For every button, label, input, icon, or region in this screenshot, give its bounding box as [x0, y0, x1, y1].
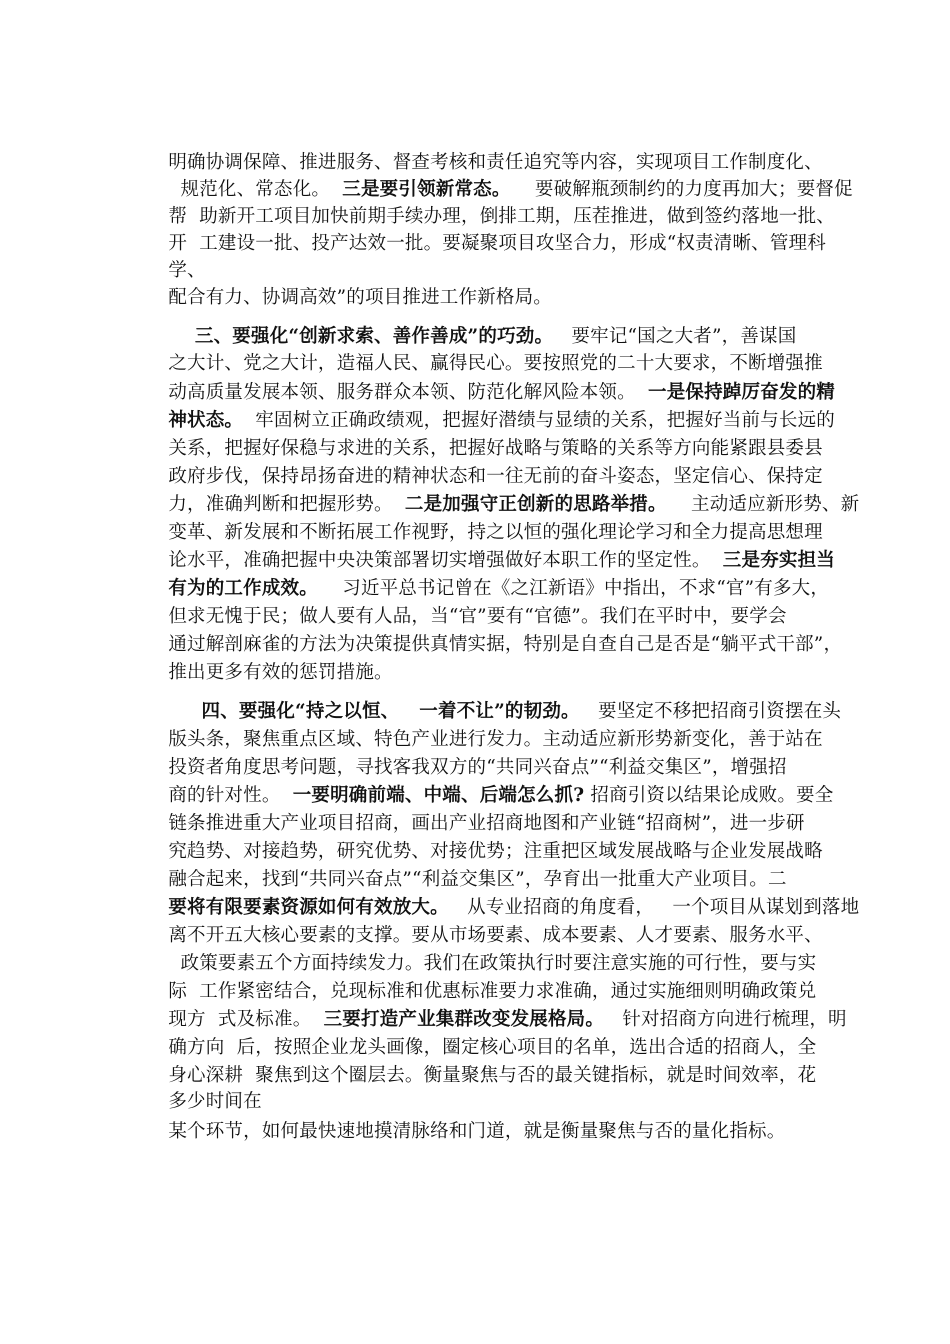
text-run: 现方 式及标准。 — [168, 1009, 324, 1030]
text-run: 通过解剖麻雀的方法为决策提供真情实据，特别是自查自己是否是“躺平式干部”， — [168, 634, 843, 655]
text-line — [144, 1093, 785, 1171]
text-run: 确方向 后，按照企业龙头画像，圈定核心项目的名单，选出合适的招商人，全 — [168, 1037, 817, 1058]
text-run: 政府步伐，保持昂扬奋进的精神状态和一往无前的奋斗姿态，坚定信心、保持定 — [168, 466, 823, 487]
text-run: 动高质量发展本领、服务群众本领、防范化解风险本领。 — [168, 382, 648, 403]
text-run: 但求无愧于民；做人要有人品，当“官”要有“官德”。我们在平时中，要学会 — [168, 606, 787, 627]
bold-heading: 三是要引领新常态。 — [342, 179, 511, 200]
text-run: 际 工作紧密结合，兑现标准和优惠标准要力求准确，通过实施细则明确政策兑 — [168, 981, 817, 1002]
text-run: 融合起来，找到“共同兴奋点”“利益交集区”，孕育出一批重大产业项目。二 — [168, 869, 787, 890]
text-run: 规范化、常态化。 — [168, 179, 343, 200]
text-run: 论水平，准确把握中央决策部署切实增强做好本职工作的坚定性。 — [168, 550, 723, 571]
text-run: 链条推进重大产业项目招商，画出产业招商地图和产业链“招商树”，进一步研 — [168, 813, 805, 834]
text-run: 变革、新发展和不断拓展工作视野，持之以恒的强化理论学习和全力提高思想理 — [168, 522, 823, 543]
text-run: 学、 — [168, 260, 206, 281]
text-run: 要破解瓶颈制约的力度再加大；要督促 — [510, 179, 853, 200]
text-run: 主动适应新形势、新 — [666, 494, 860, 515]
text-run: 要牢记“国之大者”，善谋国 — [553, 326, 797, 347]
section-heading: 三、要强化“创新求索、善作善成”的巧劲。 — [168, 326, 554, 347]
bold-heading: 有为的工作成效。 — [168, 578, 318, 599]
text-run: 投资者角度思考问题，寻找客我双方的“共同兴奋点”“利益交集区”，增强招 — [168, 757, 787, 778]
text-run: 身心深耕 聚焦到这个圈层去。衡量聚焦与否的最关键指标，就是时间效率，花 — [168, 1065, 817, 1086]
text-run: 配合有力、协调高效”的项目推进工作新格局。 — [168, 287, 552, 308]
text-run: 版头条，聚焦重点区域、特色产业进行发力。主动适应新形势新变化，善于站在 — [168, 729, 823, 750]
text-run: 某个环节，如何最快速地摸清脉络和门道，就是衡量聚焦与否的量化指标。 — [168, 1121, 786, 1142]
bold-heading: 一要明确前端、中端、后端怎么抓? — [292, 785, 585, 806]
section-heading: 四、要强化“持之以恒、 一着不让”的韧劲。 — [168, 701, 580, 722]
bold-heading: 三是夯实担当 — [722, 550, 835, 571]
bold-heading: 神状态。 — [168, 410, 244, 431]
text-run: 要坚定不移把招商引资摆在头 — [579, 701, 842, 722]
text-run: 多少时间在 — [168, 1091, 262, 1112]
bold-heading: 一是保持踔厉奋发的精 — [648, 382, 836, 403]
text-run: 针对招商方向进行梳理，明 — [604, 1009, 847, 1030]
bold-heading: 要将有限要素资源如何有效放大。 — [168, 897, 449, 918]
text-run: 明确协调保障、推进服务、督查考核和责任追究等内容，实现项目工作制度化、 — [168, 152, 823, 173]
text-run: 商的针对性。 — [168, 785, 293, 806]
text-run: 力，准确判断和把握形势。 — [168, 494, 405, 515]
text-run: 之大计、党之大计，造福人民、赢得民心。要按照党的二十大要求，不断增强推 — [168, 353, 823, 374]
text-run: 帮 助新开工项目加快前期手续办理，倒排工期，压茬推进，做到签约落地一批、 — [168, 206, 835, 227]
text-run: 究趋势、对接趋势，研究优势、对接优势；注重把区域发展战略与企业发展战略 — [168, 841, 823, 862]
text-run: 关系，把握好保稳与求进的关系，把握好战略与策略的关系等方向能紧跟县委县 — [168, 438, 823, 459]
text-run: 招商引资以结果论成败。要全 — [584, 785, 834, 806]
text-run: 牢固树立正确政绩观，把握好潜绩与显绩的关系，把握好当前与长远的 — [243, 410, 836, 431]
bold-heading: 二是加强守正创新的思路举措。 — [404, 494, 667, 515]
text-run: 离不开五大核心要素的支撑。要从市场要素、成本要素、人才要素、服务水平、 — [168, 925, 823, 946]
text-run: 政策要素五个方面持续发力。我们在政策执行时要注意实施的可行性，要与实 — [168, 953, 817, 974]
text-run: 习近平总书记曾在《之江新语》中指出，不求“官”有多大， — [317, 578, 830, 599]
text-run: 推出更多有效的惩罚措施。 — [168, 662, 393, 683]
text-run: 从专业招商的角度看， 一个项目从谋划到落地 — [448, 897, 860, 918]
text-run: 开 工建设一批、投产达效一批。要凝聚项目攻坚合力，形成“权责清晰、管理科 — [168, 233, 826, 254]
bold-heading: 三要打造产业集群改变发展格局。 — [323, 1009, 605, 1030]
